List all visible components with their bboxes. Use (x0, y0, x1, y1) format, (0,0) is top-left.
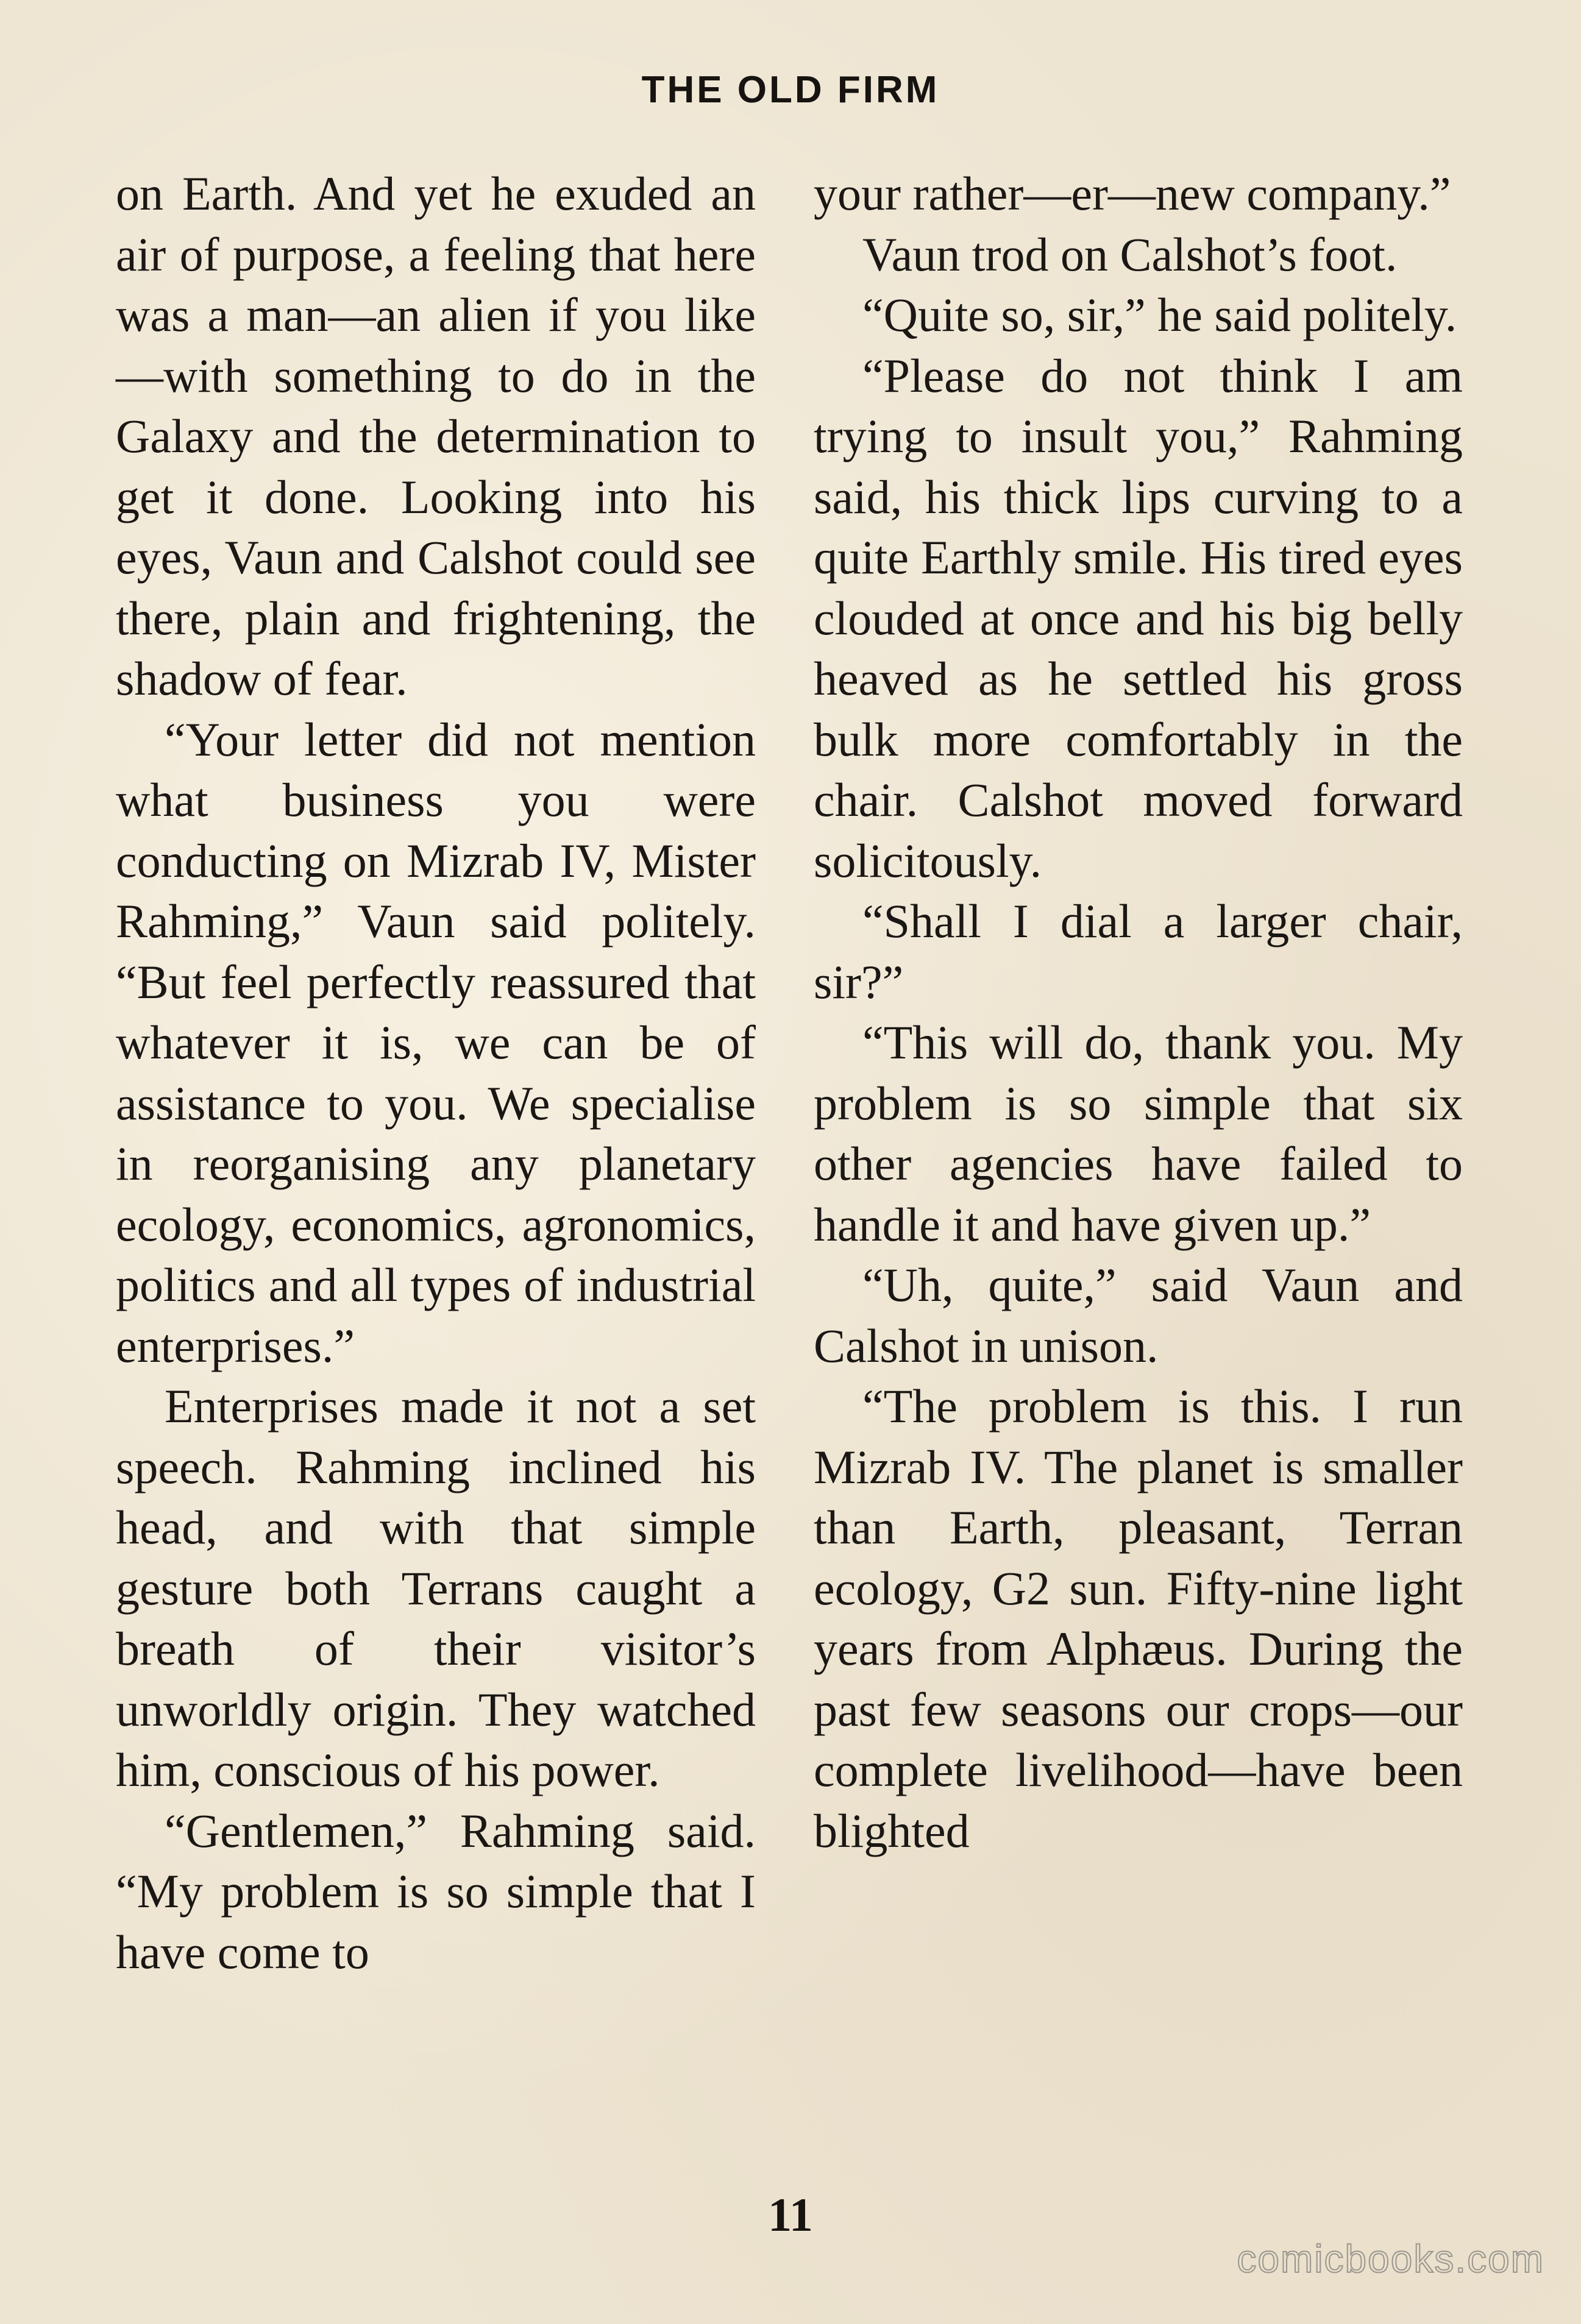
paragraph: “This will do, thank you. My problem is so simple that six other agencies have failed to handle it and have given up.” (814, 1016, 1463, 1251)
page-number: 11 (768, 2188, 813, 2241)
paragraph: Vaun trod on Calshot’s foot. (862, 227, 1398, 281)
paragraph: “Your letter did not mention what business you were conducting on Mizrab IV, Mister Rahming,” Vaun said politely. “But feel perfectly reassured that whatever it is, we can be of assistance to you. We specialise in reorganising any planetary ecology, economics, agronomics, politics and all types of industrial enterprises.” (116, 712, 756, 1372)
paragraph: “Uh, quite,” said Vaun and Calshot in unison. (814, 1258, 1463, 1372)
paragraph: “Please do not think I am trying to insult you,” Rahming said, his thick lips curving to a quite Earthly smile. His tired eyes clouded at once and his big belly heaved as he settled his gross bulk more comfortably in the chair. Calshot moved forward solicitously. (814, 349, 1463, 887)
paragraph: “Gentlemen,” Rahming said. “My problem is so simple that I have come to (116, 1804, 756, 1979)
paragraph: “The problem is this. I run Mizrab IV. The planet is smaller than Earth, pleasant, Terran ecology, G2 sun. Fifty-nine light years from Alphæus. During the past few seasons our crops—our complete livelihood—have been blighted (814, 1380, 1463, 1857)
paragraph: on Earth. And yet he exuded an air of purpose, a feeling that here was a man—an alien if you like—with something to do in the Galaxy and the determination to get it done. Looking into his eyes, Vaun and Calshot could see there, plain and frightening, the shadow of fear. (116, 167, 756, 705)
watermark: comicbooks.com (1237, 2237, 1544, 2281)
right-column (814, 163, 1463, 2174)
paragraph: your rather—er—new company.” (814, 167, 1451, 220)
running-head: THE OLD FIRM (641, 69, 940, 111)
paragraph: Enterprises made it not a set speech. Rahming inclined his head, and with that simple gesture both Terrans caught a breath of their visitor’s unworldly origin. They watched him, conscious of his power. (116, 1380, 756, 1796)
paragraph: “Shall I dial a larger chair, sir?” (814, 895, 1463, 1008)
paragraph: “Quite so, sir,” he said politely. (862, 288, 1457, 341)
left-column (116, 163, 756, 2174)
